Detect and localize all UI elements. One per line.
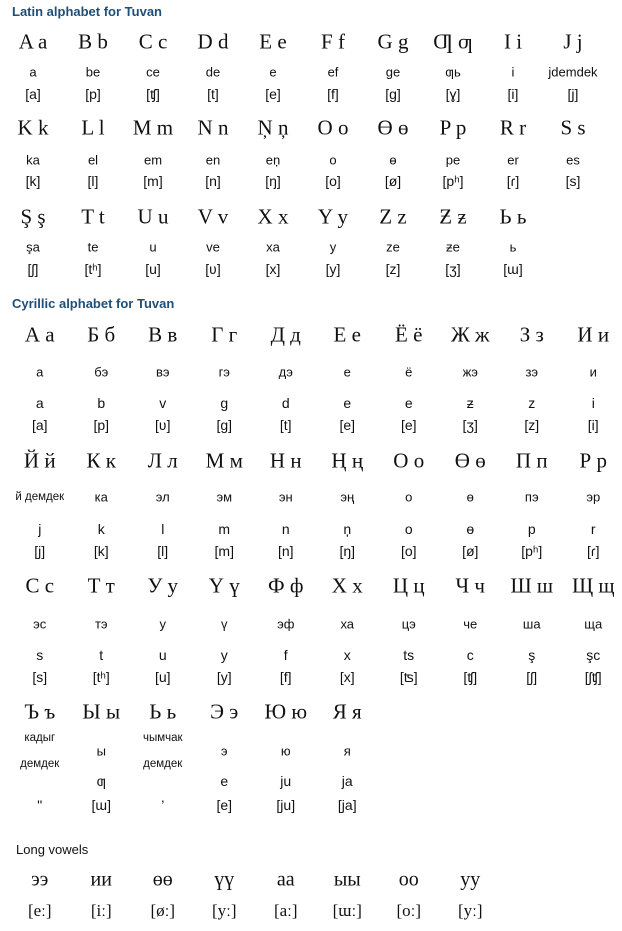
letter-name: de [205,64,221,80]
ipa-value: [a] [31,417,48,433]
ipa-value: [ɾ] [587,543,600,559]
letter: A a [18,29,48,54]
transliteration: p [527,521,536,537]
transliteration: x [343,647,351,663]
letter-name: а [36,364,44,380]
letter: Ņ ņ [257,115,289,140]
letter-name: e [269,64,277,80]
ipa-value: [ɯː] [332,901,362,920]
letter-name: ze [386,239,400,255]
long-vowel: ээ [31,868,49,891]
ipa-value: [ŋ] [339,543,356,559]
letter-name: ge [385,64,401,80]
letter: О о [393,448,425,473]
ipa-value: [ø] [462,543,479,559]
ipa-value: [ʧ] [146,86,160,102]
letter-name: ка [94,489,108,505]
ipa-value: [tʰ] [92,669,110,685]
transliteration: e [404,395,413,411]
letter-name: jdemdek [548,64,598,80]
transliteration: e [343,395,352,411]
letter-name: ь [509,239,517,255]
letter-name: эр [586,489,601,505]
letter: Л л [147,448,178,473]
ipa-value: [ʃ] [27,261,39,277]
ipa-value: [n] [205,173,221,189]
letter: Х х [331,573,363,598]
ipa-value: [ʒ] [445,261,461,277]
ipa-value: [øː] [150,901,176,920]
letter-name: o [329,152,337,168]
ipa-value: [o] [400,543,417,559]
transliteration: y [220,647,228,663]
long-vowel: аа [276,868,295,891]
letter-name: xa [266,239,280,255]
letter: Ъ ъ [24,699,56,724]
long-vowel: оо [398,868,419,891]
letter-name: ы [96,743,106,759]
letter: B b [78,29,108,54]
latin-alphabet-heading: Latin alphabet for Tuvan [12,4,162,19]
ipa-value: [y] [216,669,232,685]
letter: Ө ө [454,448,486,473]
ipa-value: [pʰ] [442,173,464,189]
letter-name: че [463,616,478,632]
letter-name: эм [216,489,233,505]
ipa-value: [yː] [457,901,483,920]
letter-name: эл [155,489,170,505]
ipa-value: [tʰ] [84,261,102,277]
letter: R r [499,115,527,140]
letter: Ƶ ƶ [439,204,467,229]
letter: P p [439,115,467,140]
letter-name: эф [277,616,295,632]
ipa-value: [g] [385,86,401,102]
letter-name: te [87,239,99,255]
letter-name: ƶe [446,239,460,255]
letter: X x [257,204,289,229]
letter-name: эң [340,489,355,505]
ipa-value: [t] [279,417,292,433]
transliteration: c [466,647,474,663]
ipa-value: [g] [216,417,233,433]
letter: Т т [87,573,115,598]
letter: Г г [211,322,238,347]
letter-name: ө [466,489,474,505]
letter: Ё ё [395,322,423,347]
ipa-value: [ø] [384,173,402,189]
ipa-value: [y] [325,261,341,277]
letter-name: е [343,364,351,380]
letter-name: en [205,152,221,168]
ipa-value: [n] [277,543,294,559]
letter: Я я [332,699,362,724]
transliteration: ƶ [466,395,474,411]
letter-name: y [329,239,337,255]
letter: T t [81,204,105,229]
letter-name: ka [26,152,40,168]
letter-name: u [149,239,157,255]
letter: Б б [87,322,116,347]
letter-name: be [85,64,101,80]
letter: K k [17,115,49,140]
letter: G g [377,29,409,54]
transliteration: f [283,647,288,663]
ipa-value: [ju] [276,797,296,813]
transliteration: l [161,521,165,537]
ipa-value: [l] [87,173,99,189]
letter: Ю ю [264,699,308,724]
letter: К к [86,448,116,473]
transliteration: ts [403,647,415,663]
letter: O o [317,115,349,140]
letter-name: er [507,152,519,168]
letter-name: es [566,152,580,168]
ipa-value: [u] [145,261,161,277]
transliteration: d [281,395,290,411]
ipa-value: [ja] [337,797,357,813]
letter: М м [205,448,243,473]
letter-name: şa [26,239,40,255]
ipa-value: [e] [400,417,417,433]
long-vowels-heading: Long vowels [16,842,89,857]
transliteration: t [99,647,104,663]
letter: З з [519,322,544,347]
letter-name: вэ [155,364,170,380]
letter: S s [560,115,586,140]
letter-name: ү [221,616,228,632]
letter: П п [515,448,548,473]
letter-name: зэ [525,364,539,380]
ipa-value: [i] [587,417,599,433]
letter-name: э [220,743,228,759]
letter: N n [197,115,229,140]
letter-name: em [143,152,163,168]
long-vowel: ии [90,868,112,891]
letter-name: ща [584,616,603,632]
ipa-value: [m] [214,543,234,559]
letter-name: ef [327,64,339,80]
cyrillic-alphabet-heading: Cyrillic alphabet for Tuvan [12,296,175,311]
transliteration: u [158,647,167,663]
letter: Ƣ ƣ [433,29,473,54]
letter-name: ха [340,616,355,632]
letter-name: ƣь [445,64,461,80]
transliteration: o [404,521,413,537]
letter-name: eņ [265,152,281,168]
transliteration: ƣ [96,773,106,789]
letter-name: я [343,743,351,759]
ipa-value: [a] [25,86,41,102]
letter: Ь ь [149,699,177,724]
letter-name: пэ [524,489,539,505]
letter: С с [25,573,55,598]
letter: I i [503,29,523,54]
transliteration: z [528,395,536,411]
letter: Ş ş [20,204,46,229]
letter: Ц ц [392,573,425,598]
ipa-value: [k] [25,173,41,189]
letter-name: бэ [94,364,109,380]
letter-name: a [29,64,37,80]
letter-name: эн [278,489,293,505]
transliteration: s [36,647,44,663]
letter-name: ё [405,364,413,380]
letter: J j [563,29,583,54]
ipa-value: [ŋ] [265,173,281,189]
transliteration: ş [528,647,536,663]
transliteration: r [590,521,596,537]
ipa-value: [ɯ] [503,261,523,277]
long-vowel: өө [152,868,173,891]
ipa-value: ’ [161,797,165,813]
letter-name: й демдек [15,491,65,503]
transliteration: k [97,521,105,537]
ipa-value: [ɾ] [506,173,520,189]
ipa-value: [o] [325,173,341,189]
transliteration: ɵ [466,521,475,537]
letter-name: кадыг демдек [20,732,60,770]
ipa-value: [ʒ] [462,417,478,433]
ipa-value: [yː] [211,901,237,920]
transliteration: i [591,395,595,411]
letter-name: ɵ [389,152,397,168]
letter-name: el [87,152,99,168]
letter-name: ve [206,239,220,255]
ipa-value: [f] [279,669,292,685]
transliteration: ja [341,773,353,789]
ipa-value: [ɣ] [445,86,461,102]
ipa-value: [u] [154,669,171,685]
ipa-value: [ʦ] [399,669,418,685]
ipa-value: [l] [157,543,169,559]
ipa-value: [aː] [273,901,298,920]
letter: Ь ь [499,204,527,229]
letter: Р р [579,448,607,473]
letter-name: у [159,616,166,632]
letter-name: эс [33,616,47,632]
ipa-value: [k] [93,543,109,559]
letter: D d [197,29,229,54]
ipa-value: [p] [93,417,110,433]
letter: Ж ж [450,322,490,347]
letter-name: о [405,489,413,505]
letter-name: чымчак демдек [142,732,183,770]
letter-name: тэ [94,616,108,632]
ipa-value: [ɯ] [91,797,111,813]
letter: Й й [23,448,56,473]
ipa-value: [e] [339,417,356,433]
ipa-value: [j] [567,86,579,102]
letter: Э э [210,699,239,724]
transliteration: v [159,395,167,411]
long-vowel: үү [214,868,235,891]
ipa-value: [e] [216,797,233,813]
letter: Ы ы [82,699,121,724]
transliteration: a [35,395,44,411]
ipa-value: [p] [85,86,101,102]
ipa-value: [ʋ] [205,261,221,277]
letter: А а [24,322,55,347]
letter: L l [81,115,105,140]
letter: Ɵ ɵ [377,115,409,140]
ipa-value: [e] [265,86,281,102]
letter: V v [197,204,229,229]
transliteration: b [97,395,106,411]
letter: E e [259,29,287,54]
letter-name: ce [146,64,160,80]
transliteration: n [281,521,290,537]
letter: У у [147,573,179,598]
ipa-value: " [37,797,43,813]
ipa-value: [ʋ] [155,417,171,433]
ipa-value: [pʰ] [521,543,543,559]
ipa-value: [i] [507,86,519,102]
ipa-value: [t] [207,86,219,102]
letter: Н н [269,448,302,473]
transliteration: ju [280,773,292,789]
ipa-value: [ʃʧ] [584,669,602,685]
long-vowel: ыы [333,868,361,891]
ipa-value: [ʃ] [526,669,538,685]
letter: Ң ң [331,448,364,473]
transliteration: j [38,521,42,537]
ipa-value: [s] [32,669,48,685]
letter: U u [137,204,169,229]
transliteration: m [218,521,231,537]
ipa-value: [m] [143,173,163,189]
ipa-value: [z] [385,261,401,277]
letter: F f [321,29,345,54]
long-vowel: уу [460,868,481,891]
transliteration: e [220,773,229,789]
letter: M m [132,115,174,140]
letter-name: жэ [462,364,478,380]
ipa-value: [eː] [27,901,52,920]
ipa-value: [f] [327,86,339,102]
letter-name: цэ [401,616,416,632]
ipa-value: [x] [339,669,355,685]
ipa-value: [j] [34,543,46,559]
letter-name: и [589,364,597,380]
letter: Ү ү [208,573,240,598]
ipa-value: [ʧ] [463,669,478,685]
transliteration: ņ [343,521,352,537]
letter: C c [138,29,168,54]
ipa-value: [z] [524,417,540,433]
letter: Д д [270,322,301,347]
ipa-value: [iː] [90,901,112,920]
letter: Ф ф [268,573,304,598]
transliteration: şc [586,647,601,663]
letter: В в [148,322,178,347]
letter-name: pe [445,152,461,168]
letter-name: дэ [278,364,293,380]
ipa-value: [oː] [396,901,422,920]
letter-name: гэ [218,364,230,380]
letter: Щ щ [571,573,615,598]
letter: И и [577,322,610,347]
letter: Z z [379,204,407,229]
letter: Ч ч [455,573,485,598]
ipa-value: [s] [565,173,581,189]
letter: Ш ш [510,573,554,598]
letter-name: ша [522,616,541,632]
letter-name: i [511,64,515,80]
letter: Y y [317,204,349,229]
ipa-value: [x] [265,261,281,277]
transliteration: g [220,395,229,411]
letter: Е е [333,322,361,347]
letter-name: ю [280,743,291,759]
